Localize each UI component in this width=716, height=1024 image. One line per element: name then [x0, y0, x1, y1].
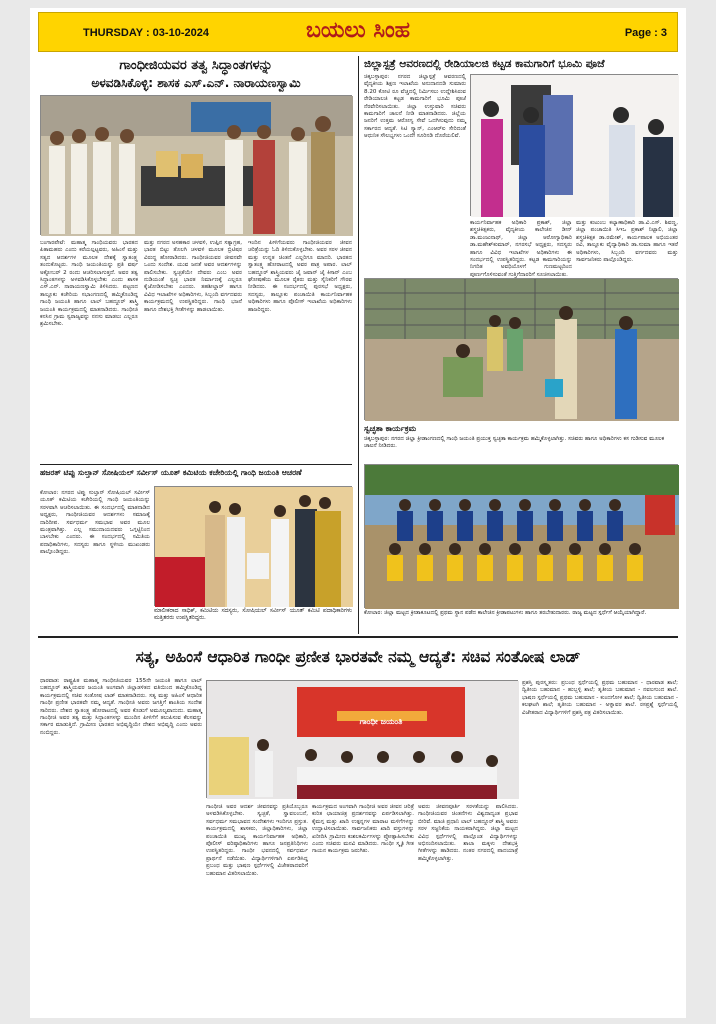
event-banner-text: ಗಾಂಧೀ ಜಯಂತಿ: [359, 717, 403, 726]
sports-team-photo: [364, 464, 678, 608]
left-story-column-1: ಬಂಗಾರಪೇಟೆ: ಮಹಾತ್ಮ ಗಾಂಧಿಯವರು ಭಾರತದ ಪಿತಾಮಹರು ಎಂದು ಕರೆಯಲ್ಪಟ್ಟವರು, ಅಹಿಂಸೆ ಮತ್ತು ಸತ್ಯದ ಆದರ್ಶಗಳ ಮೂಲಕ ದೇಶಕ್ಕೆ ಸ್ವಾತಂತ್ರ್ಯ ತಂದುಕೊಟ್ಟರು. ಗಾಂಧಿ ಜಯಂತಿಯನ್ನು ಪ್ರತಿ ವರ್ಷ ಅಕ್ಟೋಬರ್ 2 ರಂದು ಆಚರಿಸಲಾಗುತ್ತದೆ. ಅವರ ತತ್ವ ಸಿದ್ಧಾಂತಗಳನ್ನು ಅಳವಡಿಸಿಕೊಳ್ಳಬೇಕು ಎಂದು ಶಾಸಕ ಎಸ್.ಎನ್. ನಾರಾಯಣಸ್ವಾಮಿ ತಿಳಿಸಿದರು. ಪಟ್ಟಣದ ತಾಲ್ಲೂಕು ಕಚೇರಿಯ ಸಭಾಂಗಣದಲ್ಲಿ ಹಮ್ಮಿಕೊಂಡಿದ್ದ ಗಾಂಧಿ ಜಯಂತಿ ಹಾಗೂ ಲಾಲ್ ಬಹದ್ದೂರ್ ಶಾಸ್ತ್ರಿ ಜಯಂತಿ ಕಾರ್ಯಕ್ರಮದಲ್ಲಿ ಮಾತನಾಡಿದರು. ಗಾಂಧೀಜಿ ಕನಸಿನ ಗ್ರಾಮ ಸ್ವರಾಜ್ಯವನ್ನು ನನಸು ಮಾಡಲು ಎಲ್ಲರೂ ಶ್ರಮಿಸಬೇಕು.: [40, 240, 138, 328]
main-story-column-5: ಪ್ರಶಸ್ತಿ ಪುರಸ್ಕೃತರು: ಪ್ರಬಂಧ ಸ್ಪರ್ಧೆಯಲ್ಲಿ ಪ್ರಥಮ ಬಹುಮಾನ - ಧಾರವಾಡ ಶಾಲೆ; ದ್ವಿತೀಯ ಬಹುಮಾನ - ಹುಬ್ಬಳ್ಳಿ ಶಾಲೆ; ತೃತೀಯ ಬಹುಮಾನ - ನವಲಗುಂದ ಶಾಲೆ. ಭಾಷಣ ಸ್ಪರ್ಧೆಯಲ್ಲಿ ಪ್ರಥಮ ಬಹುಮಾನ - ಕುಂದಗೋಳ ಶಾಲೆ; ದ್ವಿತೀಯ ಬಹುಮಾನ - ಕಲಘಟಗಿ ಶಾಲೆ; ತೃತೀಯ ಬಹುಮಾನ - ಅಳ್ನಾವರ ಶಾಲೆ. ರಸಪ್ರಶ್ನೆ ಸ್ಪರ್ಧೆಯಲ್ಲಿ ವಿಜೇತರಾದ ವಿದ್ಯಾರ್ಥಿಗಳಿಗೆ ಪ್ರಶಸ್ತಿ ಪತ್ರ ವಿತರಿಸಲಾಯಿತು.: [522, 680, 678, 716]
left-story-column-2: ಮತ್ತು ನಗರದ ಅಸಹಕಾರ ಚಳವಳಿ, ಉಪ್ಪಿನ ಸತ್ಯಾಗ್ರಹ, ಭಾರತ ಬಿಟ್ಟು ತೊಲಗಿ ಚಳವಳಿ ಮೂಲಕ ಬ್ರಿಟಿಷರ ವಿರುದ್ಧ ಹೋರಾಡಿದರು. ಗಾಂಧೀಜಿಯವರ ಜೀವನವೇ ಒಂದು ಸಂದೇಶ. ಯುವ ಜನತೆ ಅವರ ಆದರ್ಶಗಳನ್ನು ಪಾಲಿಸಬೇಕು. ಸ್ವಚ್ಛತೆಯೇ ದೇವರು ಎಂಬ ಅವರ ನುಡಿಯಂತೆ ಸ್ವಚ್ಛ ಭಾರತ ನಿರ್ಮಾಣಕ್ಕೆ ಎಲ್ಲರೂ ಕೈಜೋಡಿಸಬೇಕು ಎಂದರು. ತಹಶೀಲ್ದಾರ್ ಹಾಗೂ ವಿವಿಧ ಇಲಾಖೆಗಳ ಅಧಿಕಾರಿಗಳು, ಸಿಬ್ಬಂದಿ ವರ್ಗದವರು ಕಾರ್ಯಕ್ರಮದಲ್ಲಿ ಉಪಸ್ಥಿತರಿದ್ದರು. ಗಾಂಧಿ ಭಜನೆ ಹಾಗೂ ದೇಶಭಕ್ತಿ ಗೀತೆಗಳನ್ನು ಹಾಡಲಾಯಿತು.: [144, 240, 242, 313]
main-story-column-3: ಕಾರ್ಯಕ್ರಮದ ಅಂಗವಾಗಿ ಗಾಂಧೀಜಿ ಅವರ ಜೀವನ ಚರಿತ್ರೆ ಕುರಿತ ಛಾಯಾಚಿತ್ರ ಪ್ರದರ್ಶನವನ್ನು ಏರ್ಪಡಿಸಲಾಗಿತ್ತು. ಕೈಮಗ್ಗ ಮತ್ತು ಖಾದಿ ಉತ್ಪನ್ನಗಳ ಮಾರಾಟ ಮಳಿಗೆಗಳನ್ನು ಉದ್ಘಾಟಿಸಲಾಯಿತು. ಸಾರ್ವಜನಿಕರು ಖಾದಿ ವಸ್ತುಗಳನ್ನು ಖರೀದಿಸಿ ಗ್ರಾಮೀಣ ಕುಶಲಕರ್ಮಿಗಳನ್ನು ಪ್ರೋತ್ಸಾಹಿಸಬೇಕು ಎಂದು ಸಚಿವರು ಮನವಿ ಮಾಡಿದರು. ಗಾಂಧೀ ಸ್ಮೃತಿ ಗೀತ ಗಾಯನ ಕಾರ್ಯಕ್ರಮ ಜರುಗಿತು.: [312, 804, 414, 855]
page-number: Page : 3: [624, 27, 667, 39]
cleanliness-caption: ಚಿಕ್ಕಬಳ್ಳಾಪುರ: ನಗರದ ಜಿಲ್ಲಾ ಕ್ರೀಡಾಂಗಣದಲ್ಲಿ ಗಾಂಧಿ ಜಯಂತಿ ಪ್ರಯುಕ್ತ ಸ್ವಚ್ಛತಾ ಕಾರ್ಯಕ್ರಮ ಹಮ್ಮಿಕೊಳ್ಳಲಾಗಿತ್ತು. ಸಚಿವರು ಹಾಗೂ ಅಧಿಕಾರಿಗಳು ಕಸ ಗುಡಿಸುವ ಮೂಲಕ ಚಾಲನೆ ನೀಡಿದರು.: [364, 436, 665, 449]
youth-committee-photo: [154, 486, 352, 606]
main-section-rule: [38, 636, 678, 638]
newspaper-page: [30, 8, 686, 1018]
plaque-unveiling-photo: [470, 74, 678, 216]
masthead: [38, 12, 678, 52]
left-story-column-3: ಇಂದಿನ ಪೀಳಿಗೆಯವರು ಗಾಂಧೀಜಿಯವರ ಜೀವನ ಚರಿತ್ರೆಯನ್ನು ಓದಿ ತಿಳಿದುಕೊಳ್ಳಬೇಕು. ಅವರ ಸರಳ ಜೀವನ ಮತ್ತು ಉನ್ನತ ಚಿಂತನೆ ಎಲ್ಲರಿಗೂ ಮಾದರಿ. ಭಾರತದ ಸ್ವಾತಂತ್ರ್ಯ ಹೋರಾಟದಲ್ಲಿ ಅವರ ಪಾತ್ರ ಅಪಾರ. ಲಾಲ್ ಬಹದ್ದೂರ್ ಶಾಸ್ತ್ರಿಯವರು ಜೈ ಜವಾನ್ ಜೈ ಕಿಸಾನ್ ಎಂಬ ಘೋಷಣೆಯ ಮೂಲಕ ರೈತರು ಮತ್ತು ಸೈನಿಕರಿಗೆ ಗೌರವ ನೀಡಿದರು. ಈ ಸಂದರ್ಭದಲ್ಲಿ ಪುರಸಭೆ ಅಧ್ಯಕ್ಷರು, ಸದಸ್ಯರು, ತಾಲ್ಲೂಕು ಪಂಚಾಯಿತಿ ಕಾರ್ಯನಿರ್ವಾಹಕ ಅಧಿಕಾರಿಗಳು ಹಾಗೂ ಪೊಲೀಸ್ ಇಲಾಖೆಯ ಅಧಿಕಾರಿಗಳು ಹಾಜರಿದ್ದರು.: [248, 240, 352, 313]
main-story-headline: ಸತ್ಯ, ಅಹಿಂಸೆ ಆಧಾರಿತ ಗಾಂಧೀ ಪ್ರಣೀತ ಭಾರತವೇ ನಮ್ಮ ಆದ್ಯತೆ: ಸಚಿವ ಸಂತೋಷ ಲಾಡ್: [135, 648, 581, 666]
youth-committee-body: ಕೋಲಾರ: ನಗರದ ಟಿಪ್ಪು ಸುಲ್ತಾನ್ ಸೋಷಿಯಲ್ ಸರ್ವೀಸ್ ಯೂತ್ ಕಮಿಟಿಯ ಕಚೇರಿಯಲ್ಲಿ ಗಾಂಧಿ ಜಯಂತಿಯನ್ನು ಸರಳವಾಗಿ ಆಚರಿಸಲಾಯಿತು. ಈ ಸಂದರ್ಭದಲ್ಲಿ ಮಾತನಾಡಿದ ಅಧ್ಯಕ್ಷರು, ಗಾಂಧೀಜಿಯವರ ಆದರ್ಶಗಳು ಸಮಾಜಕ್ಕೆ ದಾರಿದೀಪ. ಸರ್ವಧರ್ಮ ಸಮಭಾವ ಅವರ ಮೂಲ ಮಂತ್ರವಾಗಿತ್ತು. ಎಲ್ಲ ಸಮುದಾಯದವರು ಒಗ್ಗಟ್ಟಿನಿಂದ ಬಾಳಬೇಕು ಎಂದರು. ಈ ಸಂದರ್ಭದಲ್ಲಿ ಸಮಿತಿಯ ಪದಾಧಿಕಾರಿಗಳು, ಸದಸ್ಯರು ಹಾಗೂ ಸ್ಥಳೀಯ ಮುಖಂಡರು ಪಾಲ್ಗೊಂಡಿದ್ದರು.: [40, 490, 150, 556]
cleanliness-caption-title: ಸ್ವಚ್ಛತಾ ಕಾರ್ಯಕ್ರಮ: [364, 424, 417, 433]
youth-committee-headline: ಹಜರತ್ ಟಿಪ್ಪು ಸುಲ್ತಾನ್ ಸೋಷಿಯಲ್ ಸರ್ವೀಸ್ ಯೂತ್ ಕಮಿಟಿಯ ಕಚೇರಿಯಲ್ಲಿ ಗಾಂಧಿ ಜಯಂತಿ ಆಚರಣೆ: [40, 468, 302, 477]
youth-committee-caption: ಮಾಲೀಕರಾದ ಸಾಧಿಕ್, ಕಮಿಟಿಯ ಸದಸ್ಯರು, ಸೋಷಿಯಲ್ ಸರ್ವೀಸ್ ಯೂತ್ ಕಮಿಟಿ ಪದಾಧಿಕಾರಿಗಳು ಮತ್ತಿತರರು ಉಪಸ್ಥಿತರಿದ್ದರು.: [154, 608, 352, 622]
minister-event-photo: [206, 680, 518, 798]
main-story-column-2: ಗಾಂಧೀಜಿ ಅವರ ಆದರ್ಶ ಜೀವನವನ್ನು ಪ್ರತಿಯೊಬ್ಬರೂ ಅಳವಡಿಸಿಕೊಳ್ಳಬೇಕು. ಸ್ವಚ್ಛತೆ, ಸ್ವಾವಲಂಬನೆ, ಸರ್ವಧರ್ಮ ಸಮಭಾವದ ಸಂದೇಶಗಳು ಇಂದಿಗೂ ಪ್ರಸ್ತುತ. ಕಾರ್ಯಕ್ರಮದಲ್ಲಿ ಶಾಸಕರು, ಜಿಲ್ಲಾಧಿಕಾರಿಗಳು, ಜಿಲ್ಲಾ ಪಂಚಾಯಿತಿ ಮುಖ್ಯ ಕಾರ್ಯನಿರ್ವಾಹಕ ಅಧಿಕಾರಿ, ಪೊಲೀಸ್ ವರಿಷ್ಠಾಧಿಕಾರಿಗಳು ಹಾಗೂ ಜನಪ್ರತಿನಿಧಿಗಳು ಉಪಸ್ಥಿತರಿದ್ದರು. ಗಾಂಧೀ ಭವನದಲ್ಲಿ ಸರ್ವಧರ್ಮ ಪ್ರಾರ್ಥನೆ ನಡೆಯಿತು. ವಿದ್ಯಾರ್ಥಿಗಳಿಗಾಗಿ ಏರ್ಪಡಿಸಿದ್ದ ಪ್ರಬಂಧ ಮತ್ತು ಭಾಷಣ ಸ್ಪರ್ಧೆಗಳಲ್ಲಿ ವಿಜೇತರಾದವರಿಗೆ ಬಹುಮಾನ ವಿತರಿಸಲಾಯಿತು.: [206, 804, 308, 877]
radiology-column-1: ಚಿಕ್ಕಬಳ್ಳಾಪುರ: ನಗರದ ಜಿಲ್ಲಾಸ್ಪತ್ರೆ ಆವರಣದಲ್ಲಿ ವೈದ್ಯಕೀಯ ಶಿಕ್ಷಣ ಇಲಾಖೆಯ ಅನುದಾನದಡಿ ಸುಮಾರು 8.20 ಕೋಟಿ ರೂ ವೆಚ್ಚದಲ್ಲಿ ನಿರ್ಮಿಸಲು ಉದ್ದೇಶಿಸಿರುವ ರೇಡಿಯಾಲಜಿ ಕಟ್ಟಡ ಕಾಮಗಾರಿಗೆ ಭೂಮಿ ಪೂಜೆ ನೆರವೇರಿಸಲಾಯಿತು. ಜಿಲ್ಲಾ ಉಸ್ತುವಾರಿ ಸಚಿವರು ಕಾಮಗಾರಿಗೆ ಚಾಲನೆ ನೀಡಿ ಮಾತನಾಡಿದರು. ಜಿಲ್ಲೆಯ ಜನರಿಗೆ ಉತ್ತಮ ಆರೋಗ್ಯ ಸೇವೆ ಒದಗಿಸುವುದು ನಮ್ಮ ಸರ್ಕಾರದ ಆದ್ಯತೆ. ಸಿಟಿ ಸ್ಕ್ಯಾನ್, ಎಂಆರ್‌ಐ ಸೇರಿದಂತೆ ಆಧುನಿಕ ಸೌಲಭ್ಯಗಳು ಒಂದೇ ಸೂರಿನಡಿ ದೊರೆಯಲಿವೆ.: [364, 74, 466, 140]
radiology-headline: ಜಿಲ್ಲಾಸ್ಪತ್ರೆ ಆವರಣದಲ್ಲಿ ರೇಡಿಯಾಲಜಿ ಕಟ್ಟಡ ಕಾಮಗಾರಿಗೆ ಭೂಮಿ ಪೂಜೆ: [364, 58, 605, 70]
column-divider: [358, 56, 359, 634]
cleanliness-drive-photo: [364, 278, 678, 420]
sports-team-caption: ಕೋಲಾರ: ಜಿಲ್ಲಾ ಮಟ್ಟದ ಕ್ರೀಡಾಕೂಟದಲ್ಲಿ ಪ್ರಥಮ ಸ್ಥಾನ ಪಡೆದ ಕಾಲೇಜಿನ ಕ್ರೀಡಾಪಟುಗಳು ಹಾಗೂ ತರಬೇತುದಾರರು. ರಾಜ್ಯ ಮಟ್ಟದ ಸ್ಪರ್ಧೆಗೆ ಆಯ್ಕೆಯಾಗಿದ್ದಾರೆ.: [364, 610, 647, 616]
radiology-column-3: ಮತ್ತು ಕುಟುಂಬ ಕಲ್ಯಾಣಾಧಿಕಾರಿ ಡಾ.ವಿ.ಎಸ್. ಶಿವಣ್ಣ, ಜಿಲ್ಲಾ ಪಂಚಾಯಿತಿ ಸಿಇಒ ಪ್ರಕಾಶ್ ನಿಟ್ಟಾಲಿ, ಜಿಲ್ಲಾ ಶಸ್ತ್ರಚಿಕಿತ್ಸಕ ಡಾ.ರಮೇಶ್, ಕಾರ್ಯಪಾಲಕ ಅಭಿಯಂತರ ರವಿ, ತಾಲ್ಲೂಕು ವೈದ್ಯಾಧಿಕಾರಿ ಡಾ.ಸುಮಾ ಹಾಗೂ ಇತರೆ ಅಧಿಕಾರಿಗಳು, ಸಿಬ್ಬಂದಿ ವರ್ಗದವರು ಮತ್ತು ಸಾರ್ವಜನಿಕರು ಪಾಲ್ಗೊಂಡಿದ್ದರು.: [576, 220, 678, 264]
main-story-column-1: ಧಾರವಾಡ: ರಾಷ್ಟ್ರಪಿತ ಮಹಾತ್ಮ ಗಾಂಧೀಜಿಯವರ 155ನೇ ಜಯಂತಿ ಹಾಗೂ ಲಾಲ್ ಬಹದ್ದೂರ್ ಶಾಸ್ತ್ರಿಯವರ ಜಯಂತಿ ಅಂಗವಾಗಿ ಜಿಲ್ಲಾಡಳಿತದ ವತಿಯಿಂದ ಹಮ್ಮಿಕೊಂಡಿದ್ದ ಕಾರ್ಯಕ್ರಮದಲ್ಲಿ ಸಚಿವ ಸಂತೋಷ ಲಾಡ್ ಮಾತನಾಡಿದರು. ಸತ್ಯ ಮತ್ತು ಅಹಿಂಸೆ ಆಧಾರಿತ ಗಾಂಧೀ ಪ್ರಣೀತ ಭಾರತವೇ ನಮ್ಮ ಆದ್ಯತೆ. ಗಾಂಧೀಜಿ ಅವರು ಜಗತ್ತಿಗೆ ಶಾಂತಿಯ ಸಂದೇಶ ಸಾರಿದರು. ದೇಶದ ಸ್ವಾತಂತ್ರ್ಯ ಹೋರಾಟದಲ್ಲಿ ಅವರ ಕೊಡುಗೆ ಅಮೂಲ್ಯವಾದುದು. ಮಹಾತ್ಮ ಗಾಂಧೀಜಿ ಅವರ ತತ್ವ ಮತ್ತು ಸಿದ್ಧಾಂತಗಳನ್ನು ಮುಂದಿನ ಪೀಳಿಗೆಗೆ ತಲುಪಿಸುವ ಕೆಲಸವನ್ನು ಸರ್ಕಾರ ಮಾಡುತ್ತಿದೆ. ಗ್ರಾಮೀಣ ಭಾರತದ ಅಭಿವೃದ್ಧಿಯೇ ದೇಶದ ಅಭಿವೃದ್ಧಿ ಎಂದು ಅವರು ನಂಬಿದ್ದರು.: [40, 678, 202, 736]
left-story-headline: ಗಾಂಧೀಜಿಯವರ ತತ್ವ ಸಿದ್ಧಾಂತಗಳನ್ನು ಅಳವಡಿಸಿಕೊಳ್ಳಿ: ಶಾಸಕ ಎಸ್.ಎನ್. ನಾರಾಯಣಸ್ವಾಮಿ: [91, 58, 301, 91]
issue-date: THURSDAY : 03-10-2024: [83, 27, 209, 39]
newspaper-title: ಬಯಲು ಸಿಂಹ: [305, 18, 411, 43]
gandhi-tribute-photo: [40, 95, 352, 235]
radiology-column-2: ಕಾರ್ಯನಿರ್ವಾಹಕ ಅಧಿಕಾರಿ ಪ್ರಕಾಶ್, ಜಿಲ್ಲಾ ಶಸ್ತ್ರಚಿಕಿತ್ಸಕರು, ವೈದ್ಯಕೀಯ ಕಾಲೇಜಿನ ಡೀನ್ ಡಾ.ಮಂಜುನಾಥ್, ಜಿಲ್ಲಾ ಆರೋಗ್ಯಾಧಿಕಾರಿ ಡಾ.ಮಹೇಶ್‌ಕುಮಾರ್, ನಗರಸಭೆ ಅಧ್ಯಕ್ಷರು, ಸದಸ್ಯರು ಹಾಗೂ ವಿವಿಧ ಇಲಾಖೆಗಳ ಅಧಿಕಾರಿಗಳು ಈ ಸಂದರ್ಭದಲ್ಲಿ ಉಪಸ್ಥಿತರಿದ್ದರು. ಕಟ್ಟಡ ಕಾಮಗಾರಿಯನ್ನು ನಿಗದಿತ ಅವಧಿಯೊಳಗೆ ಗುಣಮಟ್ಟದಿಂದ ಪೂರ್ಣಗೊಳಿಸುವಂತೆ ಗುತ್ತಿಗೆದಾರರಿಗೆ ಸೂಚಿಸಲಾಯಿತು.: [470, 220, 572, 278]
section-rule: [40, 464, 352, 465]
main-story-column-4: ಅವರು ಜೀವನಪೂರ್ತಿ ಸರಳತೆಯನ್ನು ಪಾಲಿಸಿದರು. ಗಾಂಧೀಜಿಯವರ ಚಿಂತನೆಗಳು ವಿಶ್ವದಾದ್ಯಂತ ಪ್ರಭಾವ ಬೀರಿವೆ. ಮಾಜಿ ಪ್ರಧಾನಿ ಲಾಲ್ ಬಹದ್ದೂರ್ ಶಾಸ್ತ್ರಿ ಅವರು ಸರಳ ಸಜ್ಜನಿಕೆಯ ನಾಯಕರಾಗಿದ್ದರು. ಜಿಲ್ಲಾ ಮಟ್ಟದ ವಿವಿಧ ಸ್ಪರ್ಧೆಗಳಲ್ಲಿ ಪಾಲ್ಗೊಂಡ ವಿದ್ಯಾರ್ಥಿಗಳನ್ನು ಅಭಿನಂದಿಸಲಾಯಿತು. ಶಾಲಾ ಮಕ್ಕಳು ದೇಶಭಕ್ತಿ ಗೀತೆಗಳನ್ನು ಹಾಡಿದರು. ನಂತರ ನಗರದಲ್ಲಿ ಪಾದಯಾತ್ರೆ ಹಮ್ಮಿಕೊಳ್ಳಲಾಗಿತ್ತು.: [418, 804, 519, 862]
